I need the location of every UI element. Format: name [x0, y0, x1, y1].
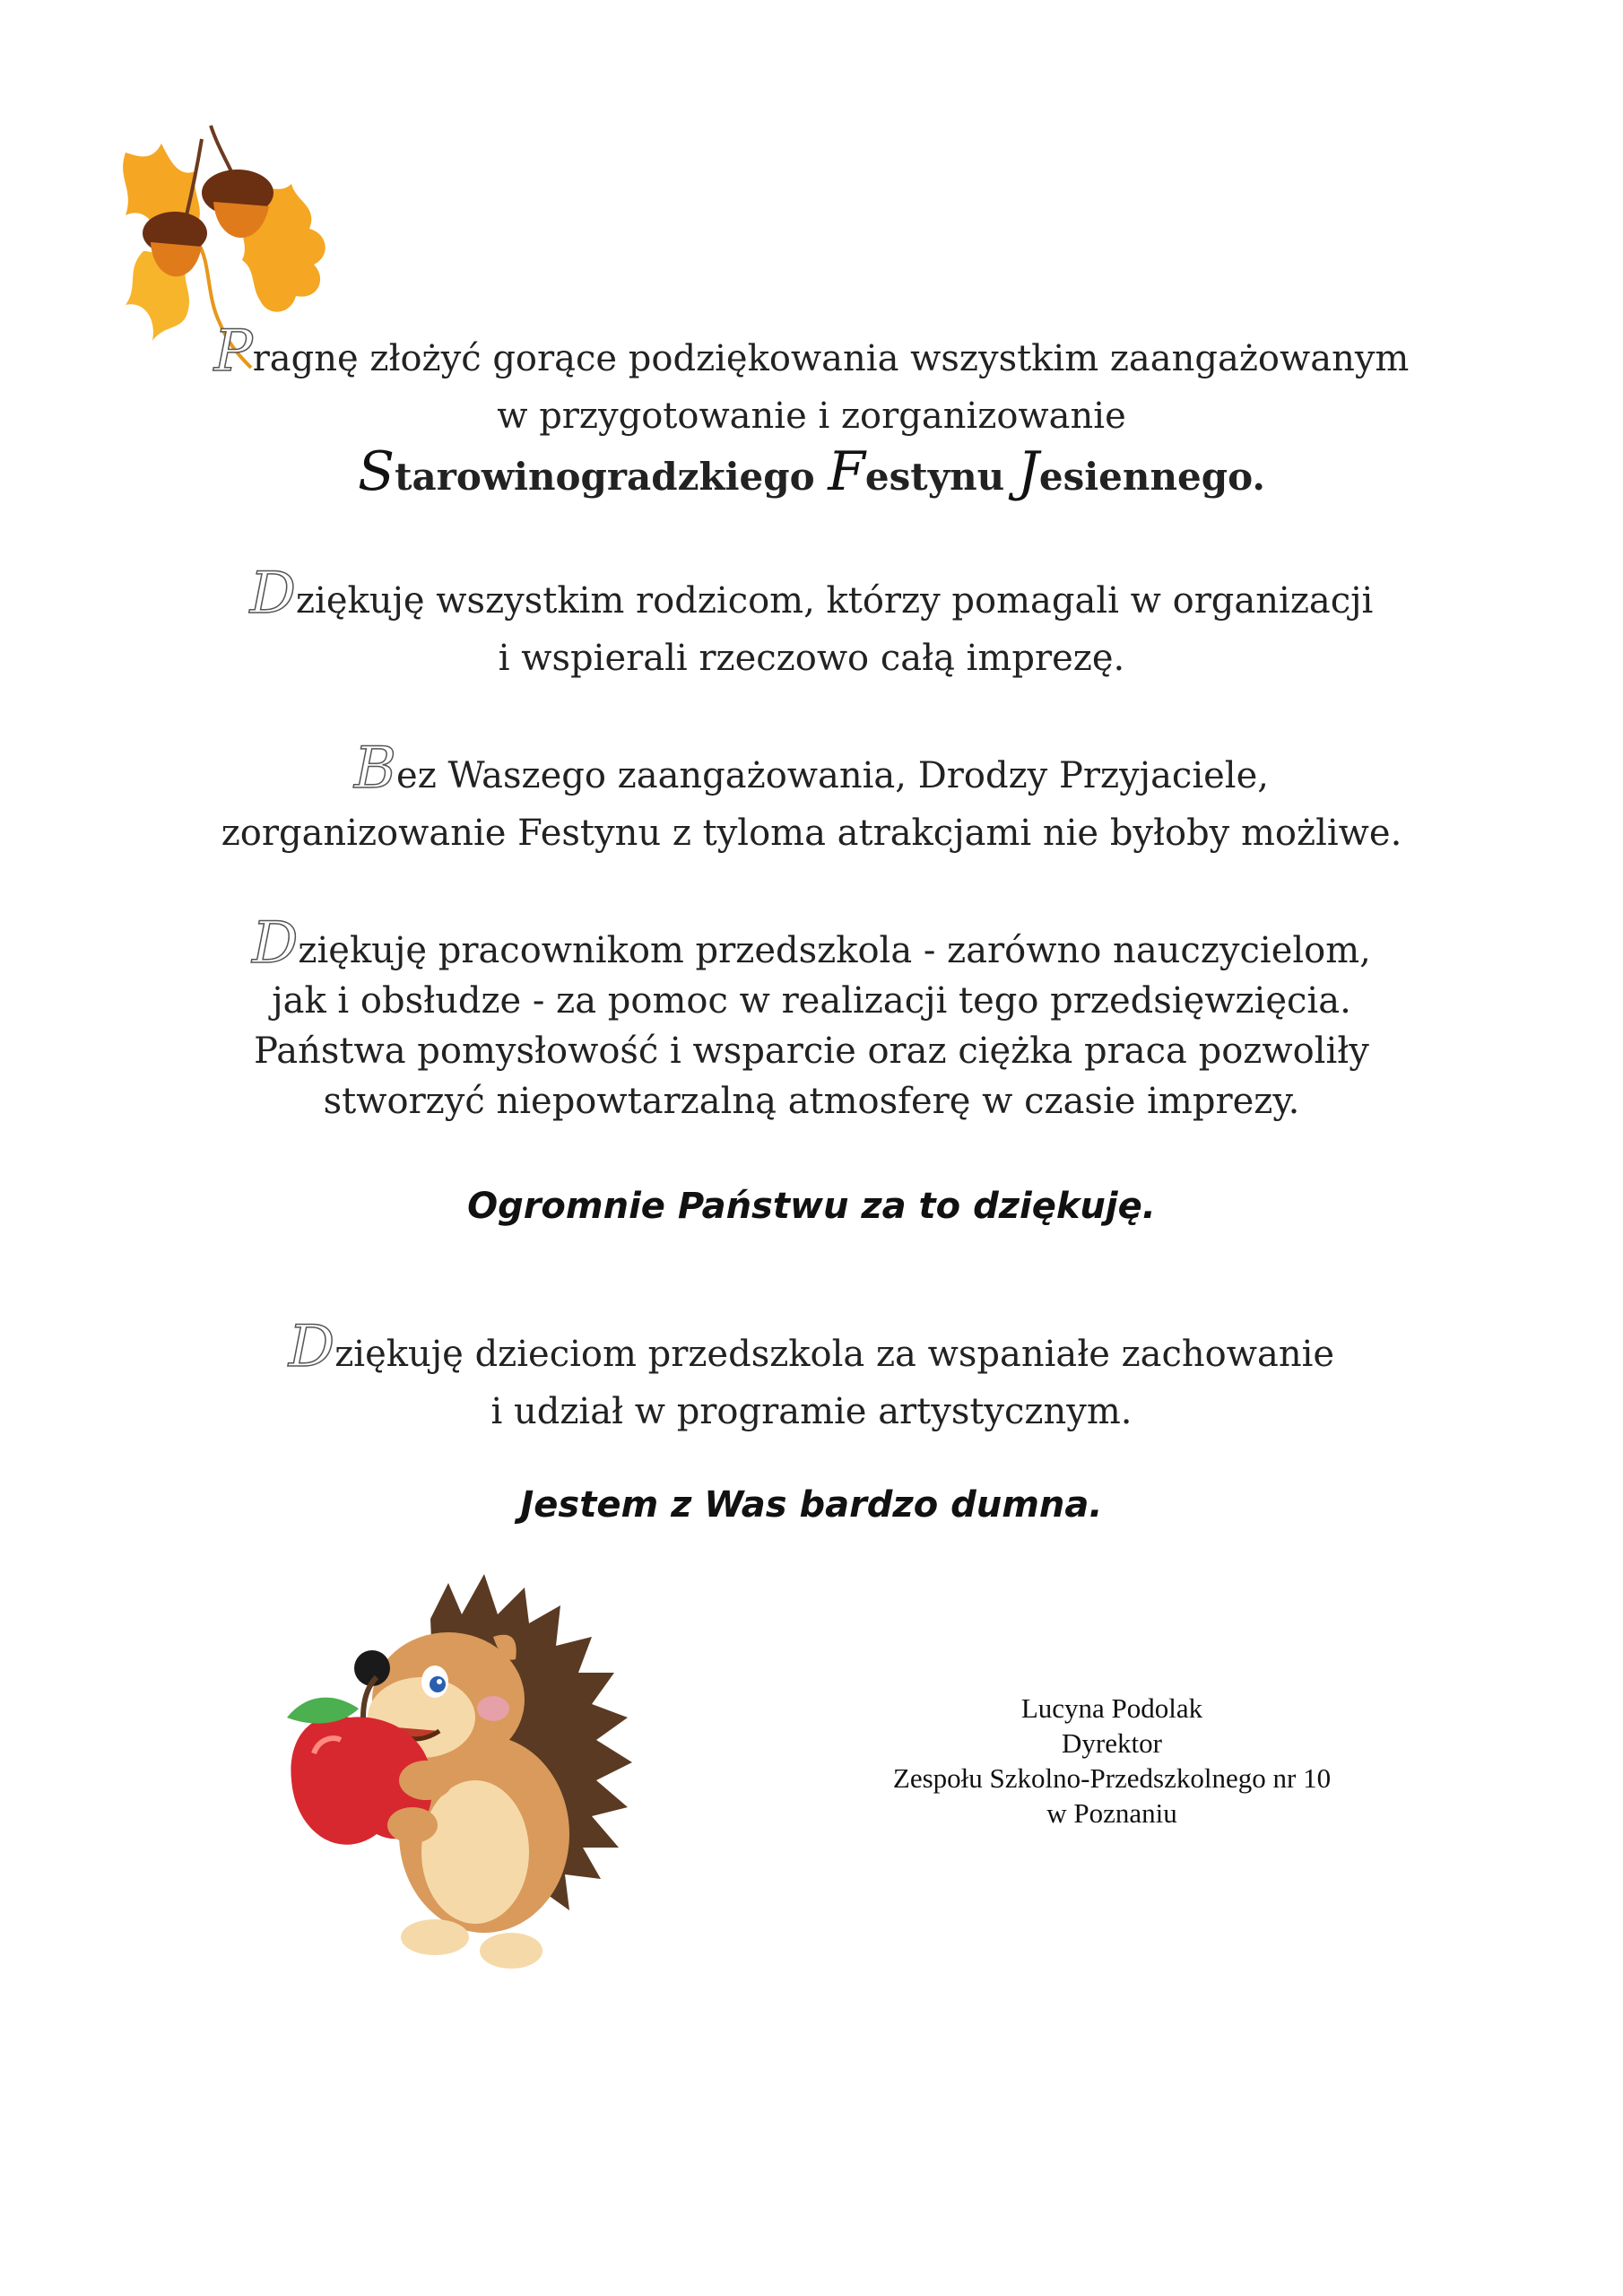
signature-block	[861, 1691, 1363, 1831]
friends-text: ez Waszego zaangażowania, Drodzy Przyjaciele,	[396, 755, 1269, 796]
parents-line-2: i wspierali rzeczowo całą imprezę.	[498, 638, 1125, 679]
decorative-initial: D	[252, 910, 299, 977]
children-paragraph	[0, 1314, 1623, 1440]
intro-line-1	[0, 318, 1623, 387]
proud-emphasis: Jestem z Was bardzo dumna.	[520, 1484, 1103, 1526]
parents-paragraph	[0, 561, 1623, 687]
title-initial: S	[358, 440, 395, 503]
decorative-initial: D	[288, 1314, 335, 1380]
signature-org: Zespołu Szkolno-Przedszkolnego nr 10	[892, 1762, 1332, 1794]
decorative-initial: P	[213, 318, 253, 385]
staff-text: ziękuję pracownikom przedszkola - zarówno nauczycielom,	[298, 930, 1371, 971]
title-initial: F	[828, 440, 865, 503]
staff-line-2: jak i obsłudze - za pomoc w realizacji tego przedsięwzięcia.	[272, 980, 1351, 1022]
decorative-initial: B	[354, 735, 397, 802]
decorative-initial: D	[249, 561, 296, 627]
staff-line-3: Państwa pomysłowość i wsparcie oraz ciężka praca pozwoliły	[254, 1031, 1369, 1072]
friends-line-2: zorganizowanie Festynu z tyloma atrakcjami nie byłoby możliwe.	[221, 813, 1402, 854]
hedgehog-apple-illustration	[278, 1565, 681, 1978]
signature-city: w Poznaniu	[1046, 1797, 1177, 1829]
staff-paragraph	[0, 910, 1623, 1126]
signature-role: Dyrektor	[1062, 1727, 1162, 1759]
friends-line-1	[0, 735, 1623, 804]
title-word: estynu	[864, 455, 1005, 499]
title-word: esiennego.	[1038, 455, 1265, 499]
signature-name: Lucyna Podolak	[1020, 1692, 1203, 1724]
festival-title	[0, 440, 1623, 506]
parents-line-1	[0, 561, 1623, 630]
children-line-2: i udział w programie artystycznym.	[490, 1391, 1133, 1432]
staff-line-4: stworzyć niepowtarzalną atmosferę w czasie imprezy.	[323, 1081, 1300, 1122]
title-word: tarowinogradzkiego	[395, 455, 815, 499]
staff-line-1	[0, 910, 1623, 977]
children-line-1	[0, 1314, 1623, 1383]
parents-text: ziękuję wszystkim rodzicom, którzy pomagali w organizacji	[295, 580, 1374, 622]
intro-line-2: w przygotowanie i zorganizowanie	[497, 396, 1126, 437]
intro-paragraph	[0, 318, 1623, 506]
children-text: ziękuję dzieciom przedszkola za wspaniałe zachowanie	[334, 1334, 1335, 1375]
friends-paragraph	[0, 735, 1623, 862]
intro-text: ragnę złożyć gorące podziękowania wszystkim zaangażowanym	[252, 338, 1410, 379]
title-initial: J	[1017, 440, 1039, 503]
thanks-emphasis: Ogromnie Państwu za to dziękuję.	[467, 1186, 1156, 1227]
